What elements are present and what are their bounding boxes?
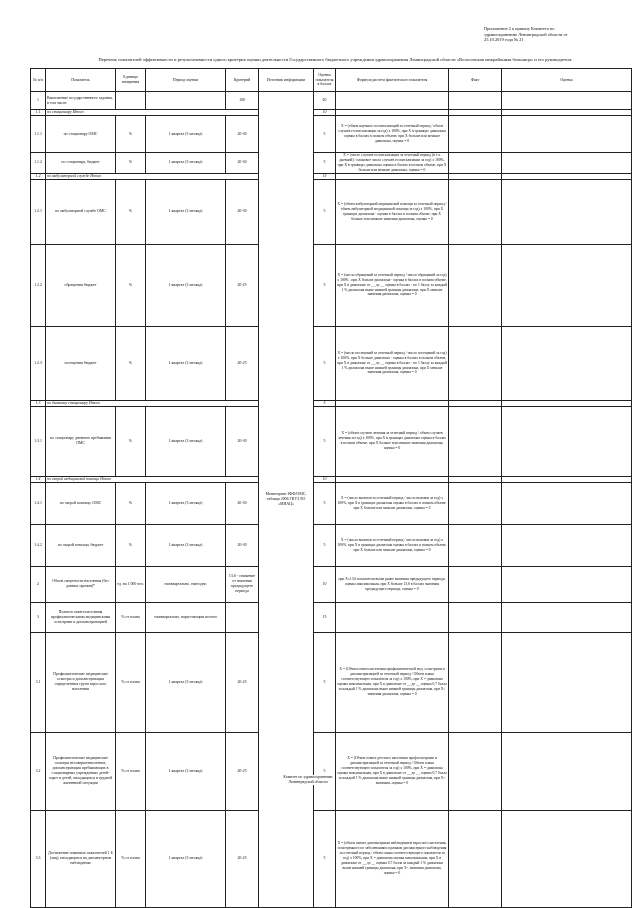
indicator-name: по стационару, бюджет [46,153,116,174]
formula-cell [336,602,449,632]
table-row [31,482,632,524]
table-row [31,524,632,566]
col-header: Источник информации [259,69,314,92]
criterion-cell: 13,6 - снижение от значения предыдущего периода [226,566,259,602]
fact-cell[interactable] [449,326,502,400]
period-cell: 1 квартал (3 месяца) [146,632,226,732]
unit-cell [116,92,146,110]
col-header: № п/п [31,69,46,92]
section-name: по дневному стационару Итого [46,400,259,406]
unit-cell: % [116,482,146,524]
unit-cell: % [116,406,146,476]
period-cell: 1 квартал (3 месяца) [146,153,226,174]
score-cell: 15 [314,602,336,632]
table-row [31,632,632,732]
evaluation-cell[interactable] [502,566,632,602]
fact-cell[interactable] [449,566,502,602]
unit-cell: % [116,326,146,400]
section-name: по скорой медицинской помощи Итого [46,476,259,482]
formula-cell [336,92,449,110]
row-number: 1.1.1 [31,116,46,153]
row-number: 1.2.3 [31,326,46,400]
score-cell: 5 [314,244,336,326]
table-header-row [31,69,632,92]
criterion-cell: 20-25 [226,732,259,810]
evaluation-cell[interactable] [502,179,632,244]
criterion-cell: 20-25 [226,326,259,400]
document-header [484,26,632,43]
row-number: 2 [31,566,46,602]
row-number: 1.4 [31,476,46,482]
unit-cell: % от плана [116,632,146,732]
row-number: 1.3 [31,400,46,406]
period-cell: 1 квартал (3 месяца) [146,732,226,810]
col-header: Период оценки [146,69,226,92]
evaluation-cell[interactable] [502,92,632,110]
fact-cell[interactable] [449,632,502,732]
score-cell: 10 [314,476,336,482]
col-header: Формула расчета фактического показателя [336,69,449,92]
score-cell: 5 [314,406,336,476]
fact-cell[interactable] [449,482,502,524]
evaluation-cell[interactable] [502,602,632,632]
table-row [31,326,632,400]
score-cell: 15 [314,173,336,179]
row-number: 1.1.2 [31,153,46,174]
table-row [31,602,632,632]
source-cell: Мониторинг ЗФФ/ОМС, таблица 2006 ГКУЗ ЛО «МИАЦ» [259,92,314,908]
table-row [31,732,632,810]
formula-cell: X = (Объем охвата населения профилактической мед. осмотрами и диспансеризацией за отчетный период / Объем плана соответствующего показателя за год) x 100%, при X = диапазона оценка максимальная, при X в диапазоне от __ до __ оценка 0,7 балла за каждый 1 % диапазона выше нижней границы диапазона, при X< значения диапазона, оценка = 0 [336,632,449,732]
col-header: Критерий [226,69,259,92]
unit-cell: % [116,524,146,566]
row-number: 1 [31,92,46,110]
score-cell: 5 [314,732,336,810]
formula-cell: X = (Объем охвата детского населения профосмотрами и диспансеризацией за отчетный период / Объем плана соответствующего показателя за год) x 100%, при X = диапазона оценка максимальная, при X в диапазоне от __ до __ оценка 0,7 балла за каждый 1 % диапазона выше нижней границы диапазона, при X< значения, оценка = 0 [336,732,449,810]
score-cell: 5 [314,524,336,566]
formula-cell: X = (объем амбулаторной медицинской помощи за отчетный период / объем амбулаторной медицинской помощи за год) x 100%, при X границах диапазона - оценка в баллах в полном объеме, при X больше или меньше значения диапазона, оценка = 0 [336,179,449,244]
period-cell: ежеквартально, нарастающим итогом [146,602,226,632]
period-cell: 1 квартал (3 месяца) [146,244,226,326]
fact-cell[interactable] [449,153,502,174]
row-number: 1.2 [31,173,46,179]
unit-cell: % от плана [116,810,146,907]
document-title: Перечень показателей эффективности и результативности одного критерия оценки деятельности Государственного бюджетного учреждения здравоохранения Ленинградской области «Волосовская межрайонная больница» и его руководителя [98,57,572,62]
evaluation-cell[interactable] [502,810,632,907]
fact-cell[interactable] [449,602,502,632]
formula-cell: X = (число вызовов за отчетный период / число вызовов за год) x 100%, при X в границах диапазона оценка в баллах в полном объеме, при X больше или меньше диапазона, оценка = 0 [336,482,449,524]
criterion-cell: 20-30 [226,524,259,566]
period-cell: 1 квартал (3 месяца) [146,524,226,566]
criterion-cell: 20-30 [226,153,259,174]
section-name: по амбулаторной службе Итого [46,173,259,179]
unit-cell: % [116,179,146,244]
fact-cell[interactable] [449,810,502,907]
unit-cell: ед. на 1 000 чел. [116,566,146,602]
score-cell: 5 [314,810,336,907]
unit-cell: % от плана [116,732,146,810]
score-cell: 5 [314,116,336,153]
indicator-name: по стационару ОМС [46,116,116,153]
row-number: 1.2.2 [31,244,46,326]
formula-cell: при X≤13,6 показатели выше ранее значения предыдущего периода, оценка максимальная, при X больше 13,6 в баллах значения предыдущего периода, оценка = 0 [336,566,449,602]
row-number: 3.3 [31,810,46,907]
fact-cell[interactable] [449,116,502,153]
committee-source-label: Комитет по здравоохранению Ленинградской области [283,775,333,784]
score-cell: 5 [314,179,336,244]
formula-cell: X = (объем случаев лечения за отчетный период / объем случаев лечения за год) x 100%, при X в границах диапазона оценка в баллах в полном объеме, при X больше или меньше значения диапазона, оценка = 0 [336,406,449,476]
fact-cell[interactable] [449,732,502,810]
row-number: 1.3.1 [31,406,46,476]
indicator-name: по амбулаторной службе ОМС [46,179,116,244]
col-header: Показатель [46,69,116,92]
table-row [31,566,632,602]
row-number: 3.1 [31,632,46,732]
period-cell: ежеквартально, ежегодно [146,566,226,602]
indicator-name: Объем смертности населения (без данных причин)* [46,566,116,602]
fact-cell[interactable] [449,244,502,326]
criterion-cell: 20-25 [226,810,259,907]
col-header: Оценка показателя в баллах [314,69,336,92]
evaluation-cell[interactable] [502,524,632,566]
evaluation-cell[interactable] [502,406,632,476]
header-line: Приложение 2 к приказу Комитета по [484,26,555,31]
table-row [31,244,632,326]
formula-cell: X = (число случаев госпитализации за отчетный период (в т.ч. дневной) / плановое число случаев госпитализации за год) x 100%, при X в границах диапазона оценка в баллах в полном объеме, при X больше или меньше диапазона, оценка = 0 [336,153,449,174]
period-cell: 1 квартал (3 месяца) [146,326,226,400]
col-header: Факт [449,69,502,92]
criterion-cell: 20-25 [226,244,259,326]
evaluation-cell[interactable] [502,244,632,326]
fact-cell[interactable] [449,406,502,476]
indicator-name: Полнота охвата населения профилактическими медицинскими осмотрами и диспансеризацией [46,602,116,632]
table-row [31,179,632,244]
score-cell: 5 [314,482,336,524]
score-cell: 5 [314,326,336,400]
indicator-name: по скорой помощи, ОМС [46,482,116,524]
fact-cell[interactable] [449,524,502,566]
period-cell: 1 квартал (3 месяца) [146,810,226,907]
formula-cell: X = (число вызовов за отчетный период / число вызовов за год) x 100%, при X в границах диапазона оценка в баллах в полном объеме, при X больше или меньше диапазона, оценка = 0 [336,524,449,566]
evaluation-cell[interactable] [502,326,632,400]
evaluation-cell[interactable] [502,116,632,153]
criterion-cell: 20-30 [226,179,259,244]
formula-cell: X = (объем охвата диспансерным наблюдением взрослого населения, осмотренного по заболеваниям и разным диспансерного наблюдения за отчетный период / объем плана соответствующего показателя за год) x 100%, при X = диапазона оценка максимальная, при X в диапазоне от __ до __ оценка 0,7 балла за каждый 1 % диапазона выше нижней границы диапазона, при X< значения диапазона, оценка = 0 [336,810,449,907]
unit-cell: % [116,116,146,153]
evaluation-cell[interactable] [502,732,632,810]
period-cell: 1 квартал (3 месяца) [146,116,226,153]
criterion-cell: 20-30 [226,482,259,524]
period-cell [146,92,226,110]
indicator-name: Профилактические медицинские осмотры и диспансеризация определенных групп взрослого населения [46,632,116,732]
table-row [31,406,632,476]
score-cell: 5 [314,153,336,174]
table-row [31,153,632,174]
row-number: 1.1 [31,110,46,116]
indicator-name: посещения бюджет [46,326,116,400]
score-cell: 10 [314,566,336,602]
indicator-name: Выполнение государственного задания, в том числе: [46,92,116,110]
criterion-cell: 20-30 [226,406,259,476]
row-number: 1.4.2 [31,524,46,566]
score-cell: 10 [314,110,336,116]
section-name: по стационару Итого [46,110,259,116]
indicator-name: Профилактические медицинские осмотры несовершеннолетних, диспансеризация пребывающих в стационарных учреждениях детей-сирот и детей, находящихся в трудной жизненной ситуации [46,732,116,810]
unit-cell: % от плана [116,602,146,632]
score-cell: 5 [314,632,336,732]
table-row [31,92,632,110]
formula-cell: X = (объем научных госпитализаций за отчетный период / объем случаев госпитализации за год) x 100%, при X в границах диапазона оценка в баллах в полном объеме, при X больше или меньше диапазона, оценка = 0 [336,116,449,153]
criterion-cell: 20-25 [226,632,259,732]
table-row [31,810,632,907]
criterion-cell: 20-30 [226,116,259,153]
unit-cell: % [116,153,146,174]
header-line: 25.10.2019 года № 21 [484,37,524,43]
row-number: 1.4.1 [31,482,46,524]
formula-cell: X = (число посещений за отчетный период / число посещений за год) x 100%, при X больше диапазона - оценка в баллах в полном объеме, при X в диапазоне от __ до __ оценка в баллах - по 1 баллу за каждый 1 % диапазона выше нижней границы диапазона, при X меньше значения диапазона, оценка = 0 [336,326,449,400]
criterion-cell [226,602,259,632]
period-cell: 1 квартал (3 месяца) [146,482,226,524]
row-number: 1.2.1 [31,179,46,244]
period-cell: 1 квартал (3 месяца) [146,179,226,244]
table-row [31,116,632,153]
row-number: 3 [31,602,46,632]
indicator-name: Достижение плановых показателей 1 Б (лиц), находящихся на диспансерном наблюдении [46,810,116,907]
evaluation-cell[interactable] [502,153,632,174]
indicator-name: по скорой помощи, бюджет [46,524,116,566]
score-cell: 5 [314,400,336,406]
fact-cell[interactable] [449,179,502,244]
unit-cell: % [116,244,146,326]
row-number: 3.2 [31,732,46,810]
col-header: Оценка [502,69,632,92]
col-header: Единица измерения [116,69,146,92]
fact-cell[interactable] [449,92,502,110]
header-line: здравоохранению Ленинградской области от [484,31,568,37]
score-cell: 40 [314,92,336,110]
criterion-cell: 100 [226,92,259,110]
formula-cell: X = (число обращений за отчетный период / число обращений за год) x 100% , при X больше диапазона - оценка в баллах в полном объеме, при X в диапазоне от __ до __ оценка в баллах - по 1 баллу за каждый 1 % диапазона выше нижней границы диапазона, при X меньше значения диапазона, оценка = 0 [336,244,449,326]
indicator-name: обращения бюджет [46,244,116,326]
indicator-name: по стационару дневного пребывания ОМС [46,406,116,476]
evaluation-cell[interactable] [502,632,632,732]
period-cell: 1 квартал (3 месяца) [146,406,226,476]
evaluation-cell[interactable] [502,482,632,524]
